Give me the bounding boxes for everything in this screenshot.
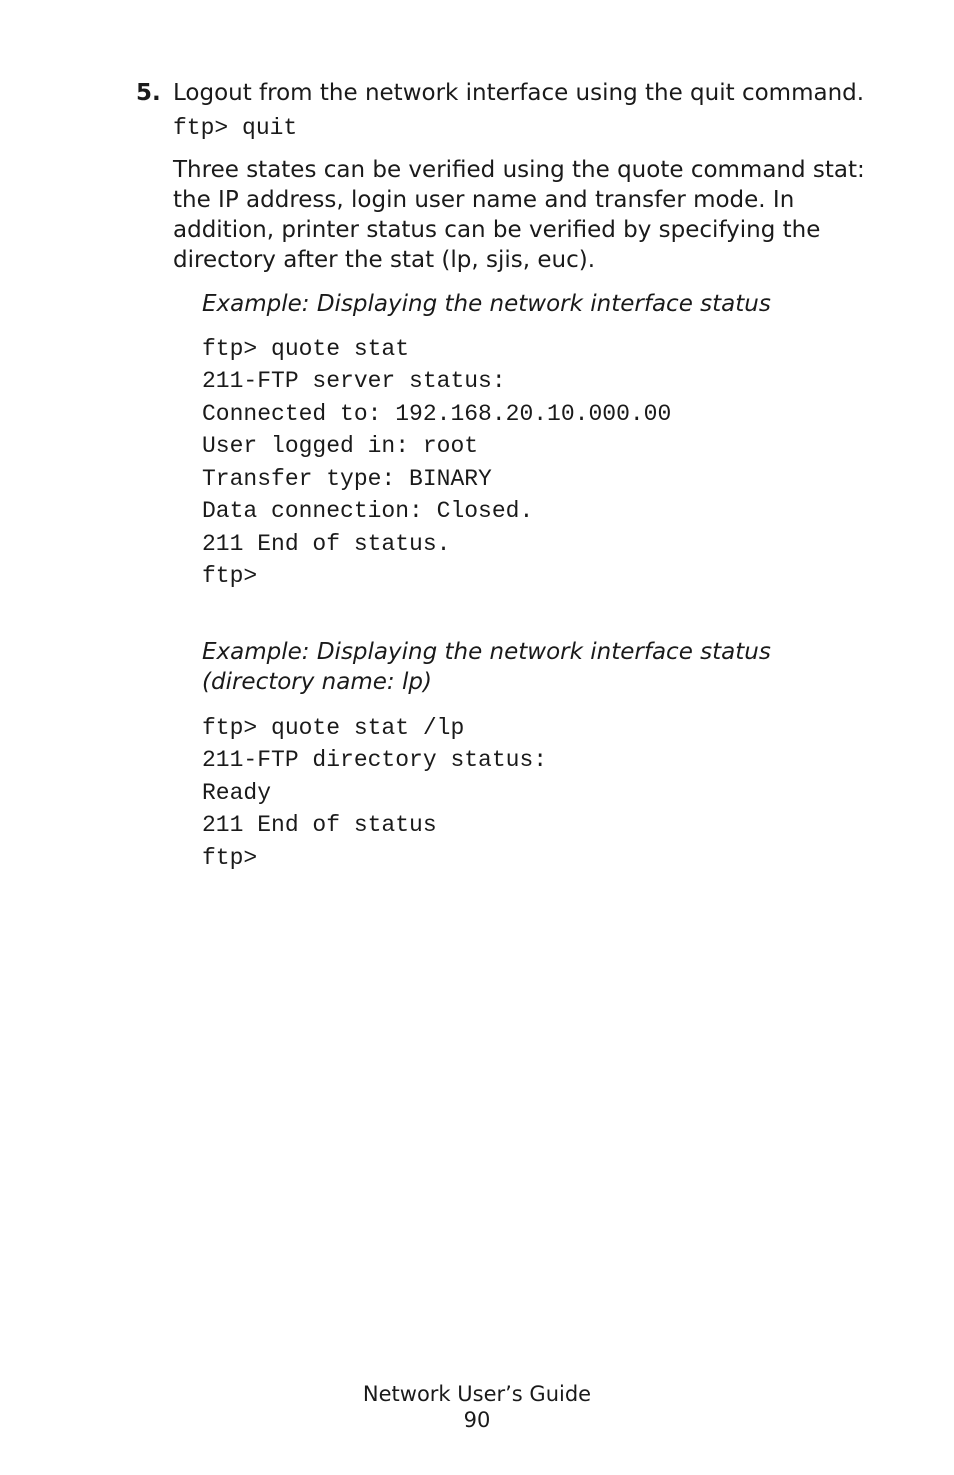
code-line: ftp> quote stat /lp	[202, 714, 465, 741]
footer-page-number: 90	[463, 1408, 491, 1432]
code-line: Connected to: 192.168.20.10.000.00	[202, 400, 672, 427]
example-1	[202, 289, 876, 593]
code-line: ftp>	[202, 844, 258, 871]
code-line: 211-FTP server status:	[202, 368, 506, 394]
step-body	[173, 78, 876, 874]
code-line: ftp>	[202, 563, 258, 589]
example-2-title: Example: Displaying the network interface status (directory name: lp)	[202, 638, 771, 695]
example-2	[202, 637, 876, 875]
example-2-code-block	[202, 712, 876, 875]
quit-command-code: ftp> quit	[173, 115, 298, 141]
code-line: 211 End of status.	[202, 530, 451, 557]
step-number: 5.	[136, 80, 161, 106]
code-line: Data connection: Closed.	[202, 498, 534, 524]
code-line: 211-FTP directory status:	[202, 747, 548, 773]
code-line: Ready	[202, 779, 272, 806]
code-line: User logged in: root	[202, 433, 479, 459]
footer-guide-title: Network User’s Guide	[362, 1382, 592, 1406]
example-1-code-block	[202, 333, 876, 593]
step-instruction: Logout from the network interface using the quit command.	[173, 80, 865, 106]
code-line: 211 End of status	[202, 812, 437, 838]
code-line: Transfer type: BINARY	[202, 465, 492, 492]
example-1-title: Example: Displaying the network interface status	[202, 290, 771, 317]
code-line: ftp> quote stat	[202, 335, 410, 362]
step-5	[136, 78, 876, 874]
step-description: Three states can be verified using the quote command stat: the IP address, login user name and transfer mode. In addition, printer status can be verified by specifying the directory after the stat (lp, sjis, euc).	[173, 156, 865, 273]
